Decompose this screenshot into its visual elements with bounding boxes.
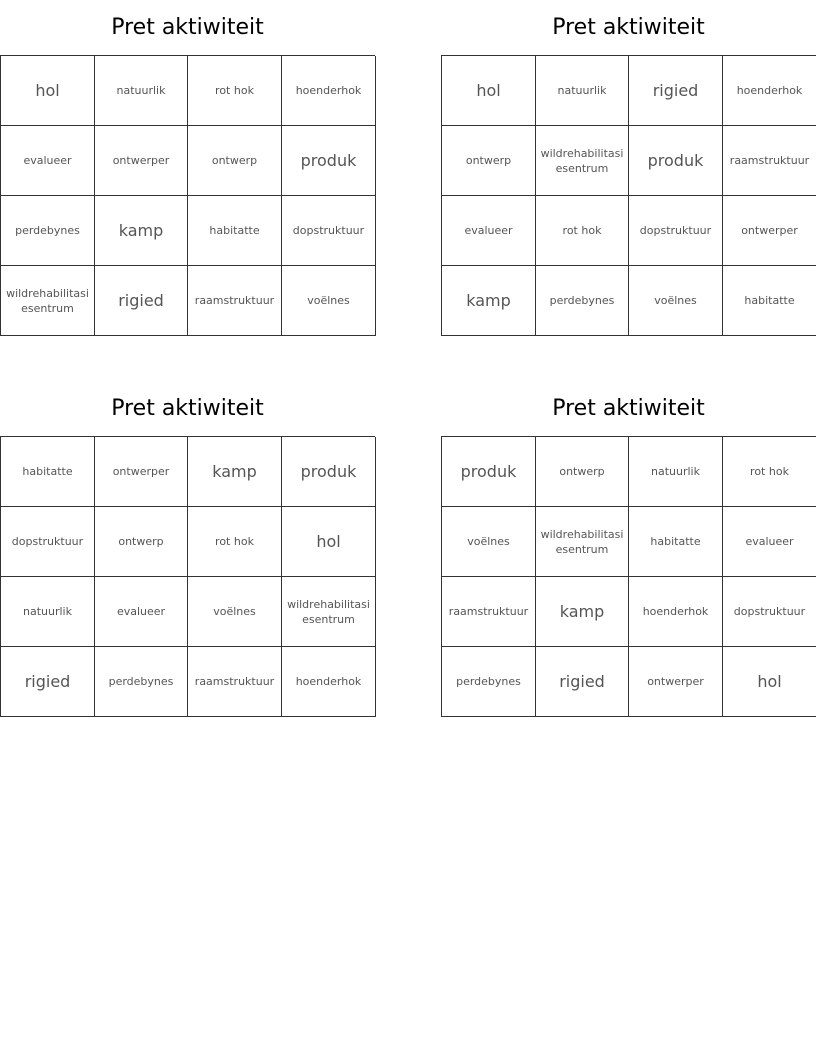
bingo-cell: hol <box>1 56 95 126</box>
bingo-grid <box>441 436 816 717</box>
bingo-cell: wildrehabilitasiesentrum <box>282 577 376 647</box>
bingo-cell: ontwerp <box>442 126 536 196</box>
bingo-cell: wildrehabilitasiesentrum <box>1 266 95 336</box>
bingo-cell: produk <box>282 437 376 507</box>
bingo-card <box>0 381 375 717</box>
bingo-grid <box>0 436 375 717</box>
bingo-grid <box>0 55 375 336</box>
bingo-cell: produk <box>629 126 723 196</box>
bingo-cell: rot hok <box>536 196 629 266</box>
bingo-cell: ontwerper <box>723 196 816 266</box>
bingo-cell: raamstruktuur <box>188 647 282 717</box>
bingo-cell: evalueer <box>95 577 188 647</box>
bingo-cell: kamp <box>536 577 629 647</box>
bingo-cell: wildrehabilitasiesentrum <box>536 507 629 577</box>
bingo-cell: rigied <box>95 266 188 336</box>
bingo-cell: dopstruktuur <box>723 577 816 647</box>
bingo-cell: natuurlik <box>1 577 95 647</box>
bingo-cell: rigied <box>629 56 723 126</box>
bingo-cell: wildrehabilitasiesentrum <box>536 126 629 196</box>
bingo-cell: voëlnes <box>442 507 536 577</box>
bingo-cell: perdebynes <box>1 196 95 266</box>
bingo-card <box>0 0 375 336</box>
bingo-cell: voëlnes <box>282 266 376 336</box>
bingo-cell: habitatte <box>723 266 816 336</box>
bingo-cell: ontwerper <box>95 437 188 507</box>
bingo-cell: rot hok <box>188 56 282 126</box>
bingo-cell: rigied <box>536 647 629 717</box>
bingo-cell: perdebynes <box>95 647 188 717</box>
bingo-cell: kamp <box>188 437 282 507</box>
bingo-cell: rot hok <box>188 507 282 577</box>
bingo-cell: dopstruktuur <box>1 507 95 577</box>
bingo-cell: kamp <box>442 266 536 336</box>
bingo-grid <box>441 55 816 336</box>
bingo-cell: hol <box>282 507 376 577</box>
bingo-cell: evalueer <box>1 126 95 196</box>
card-title: Pret aktiwiteit <box>111 396 264 421</box>
bingo-cell: ontwerp <box>536 437 629 507</box>
bingo-cell: perdebynes <box>442 647 536 717</box>
bingo-cell: raamstruktuur <box>442 577 536 647</box>
bingo-cell: rot hok <box>723 437 816 507</box>
bingo-cell: voëlnes <box>629 266 723 336</box>
bingo-cell: kamp <box>95 196 188 266</box>
bingo-cell: habitatte <box>629 507 723 577</box>
bingo-card <box>441 381 816 717</box>
bingo-cell: raamstruktuur <box>188 266 282 336</box>
card-title: Pret aktiwiteit <box>552 396 705 421</box>
bingo-cell: evalueer <box>723 507 816 577</box>
bingo-cell: hol <box>442 56 536 126</box>
bingo-cell: raamstruktuur <box>723 126 816 196</box>
bingo-cell: hol <box>723 647 816 717</box>
bingo-cell: hoenderhok <box>723 56 816 126</box>
bingo-cell: hoenderhok <box>629 577 723 647</box>
card-title: Pret aktiwiteit <box>552 15 705 40</box>
card-title: Pret aktiwiteit <box>111 15 264 40</box>
bingo-cell: ontwerp <box>95 507 188 577</box>
bingo-cell: natuurlik <box>536 56 629 126</box>
bingo-cell: produk <box>282 126 376 196</box>
bingo-cell: habitatte <box>188 196 282 266</box>
bingo-cell: rigied <box>1 647 95 717</box>
bingo-cell: ontwerper <box>95 126 188 196</box>
bingo-cell: natuurlik <box>95 56 188 126</box>
bingo-cell: dopstruktuur <box>629 196 723 266</box>
bingo-cell: ontwerp <box>188 126 282 196</box>
bingo-cell: produk <box>442 437 536 507</box>
bingo-cell: habitatte <box>1 437 95 507</box>
bingo-cell: voëlnes <box>188 577 282 647</box>
bingo-cell: perdebynes <box>536 266 629 336</box>
bingo-card <box>441 0 816 336</box>
bingo-cell: natuurlik <box>629 437 723 507</box>
bingo-cell: dopstruktuur <box>282 196 376 266</box>
bingo-cell: evalueer <box>442 196 536 266</box>
bingo-cell: ontwerper <box>629 647 723 717</box>
bingo-cell: hoenderhok <box>282 647 376 717</box>
bingo-cell: hoenderhok <box>282 56 376 126</box>
